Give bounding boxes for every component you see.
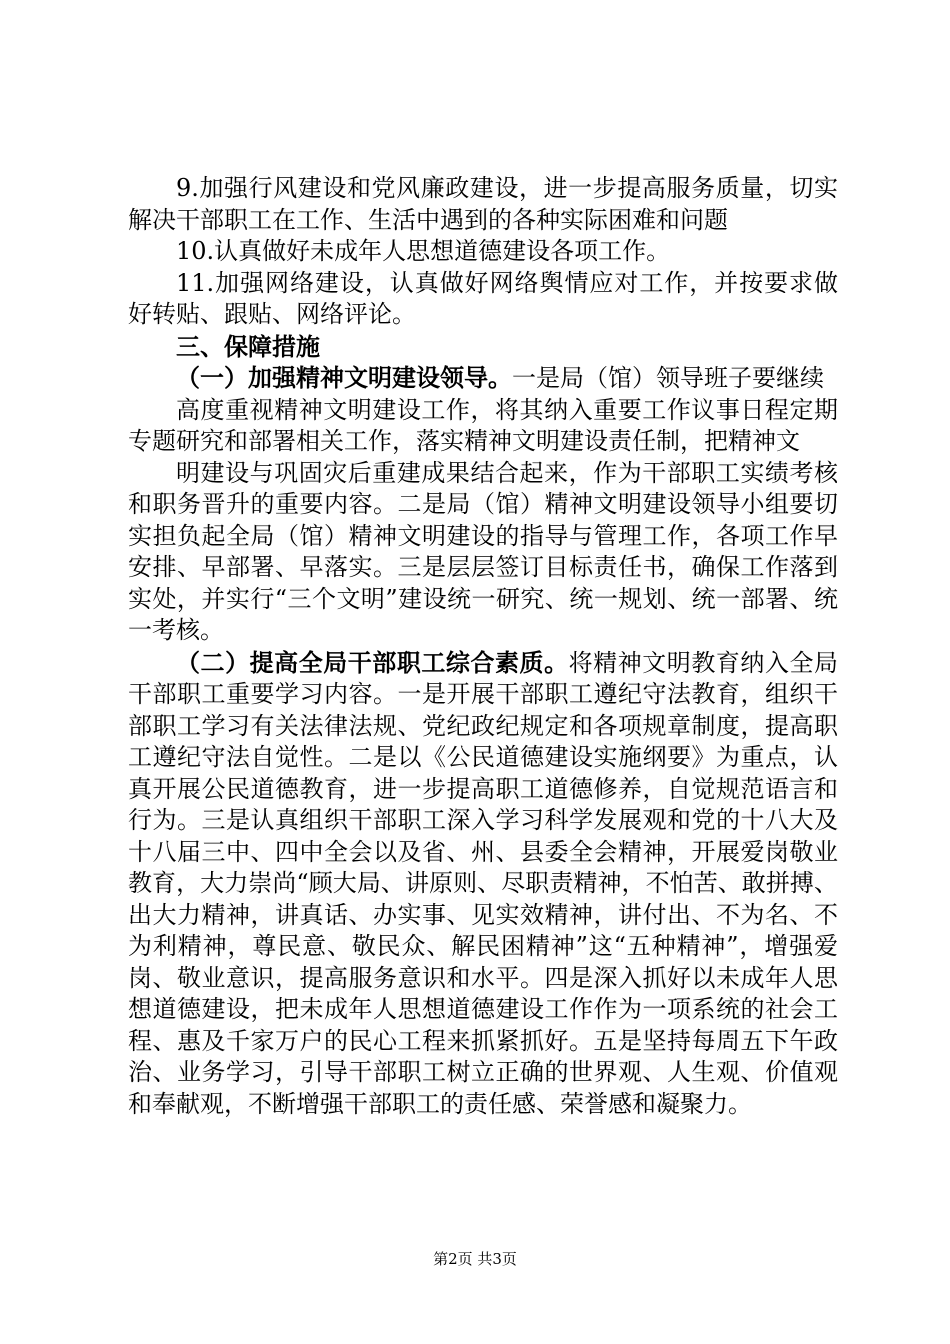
paragraph-item-11: 11.加强网络建设，认真做好网络舆情应对工作，并按要求做好转贴、跟贴、网络评论。 bbox=[128, 268, 838, 328]
paragraph-measure-2 bbox=[128, 647, 838, 1121]
measure-2-text: 将精神文明教育纳入全局干部职工重要学习内容。一是开展干部职工遵纪守法教育，组织干部职工学习有关法律法规、党纪政纪规定和各项规章制度，提高职工遵纪守法自觉性。二是以《公民道德建设实施纲要》为重点，认真开展公民道德教育，进一步提高职工道德修养，自觉规范语言和行为。三是认真组织干部职工深入学习科学发展观和党的十八大及十八届三中、四中全会以及省、州、县委全会精神，开展爱岗敬业教育，大力崇尚“顾大局、讲原则、尽职责精神，不怕苦、敢拼搏、出大力精神，讲真话、办实事、见实效精神，讲付出、不为名、不为利精神，尊民意、敬民众、解民困精神”这“五种精神”，增强爱岗、敬业意识，提高服务意识和水平。四是深入抓好以未成年人思想道德建设，把未成年人思想道德建设工作作为一项系统的社会工程、惠及千家万户的民心工程来抓紧抓好。五是坚持每周五下午政治、业务学习，引导干部职工树立正确的世界观、人生观、价值观和奉献观，不断增强干部职工的责任感、荣誉感和凝聚力。 bbox=[128, 648, 839, 1118]
measure-2-heading: （二）提高全局干部职工综合素质。 bbox=[176, 647, 569, 677]
document-body bbox=[128, 173, 838, 1120]
section-heading-measures: 三、保障措施 bbox=[176, 331, 320, 361]
measure-1-heading: （一）加强精神文明建设领导。 bbox=[176, 363, 512, 392]
paragraph-item-9: 9.加强行风建设和党风廉政建设，进一步提高服务质量，切实解决干部职工在工作、生活中遇到的各种实际困难和问题 bbox=[128, 174, 838, 234]
paragraph-measure-1-cont: 高度重视精神文明建设工作，将其纳入重要工作议事日程定期专题研究和部署相关工作，落实精神文明建设责任制，把精神文 bbox=[128, 395, 838, 455]
paragraph-item-10: 10.认真做好未成年人思想道德建设各项工作。 bbox=[176, 237, 671, 265]
page-footer: 第2页 共3页 bbox=[433, 1250, 517, 1268]
paragraph-measure-1-cont2: 明建设与巩固灾后重建成果结合起来，作为干部职工实绩考核和职务晋升的重要内容。二是局（馆）精神文明建设领导小组要切实担负起全局（馆）精神文明建设的指导与管理工作，各项工作早安排、早部署、早落实。三是层层签订目标责任书，确保工作落到实处，并实行“三个文明”建设统一研究、统一规划、统一部署、统一考核。 bbox=[128, 458, 838, 644]
paragraph-measure-1 bbox=[128, 362, 838, 395]
measure-1-text: 一是局（馆）领导班子要继续 bbox=[512, 364, 824, 392]
